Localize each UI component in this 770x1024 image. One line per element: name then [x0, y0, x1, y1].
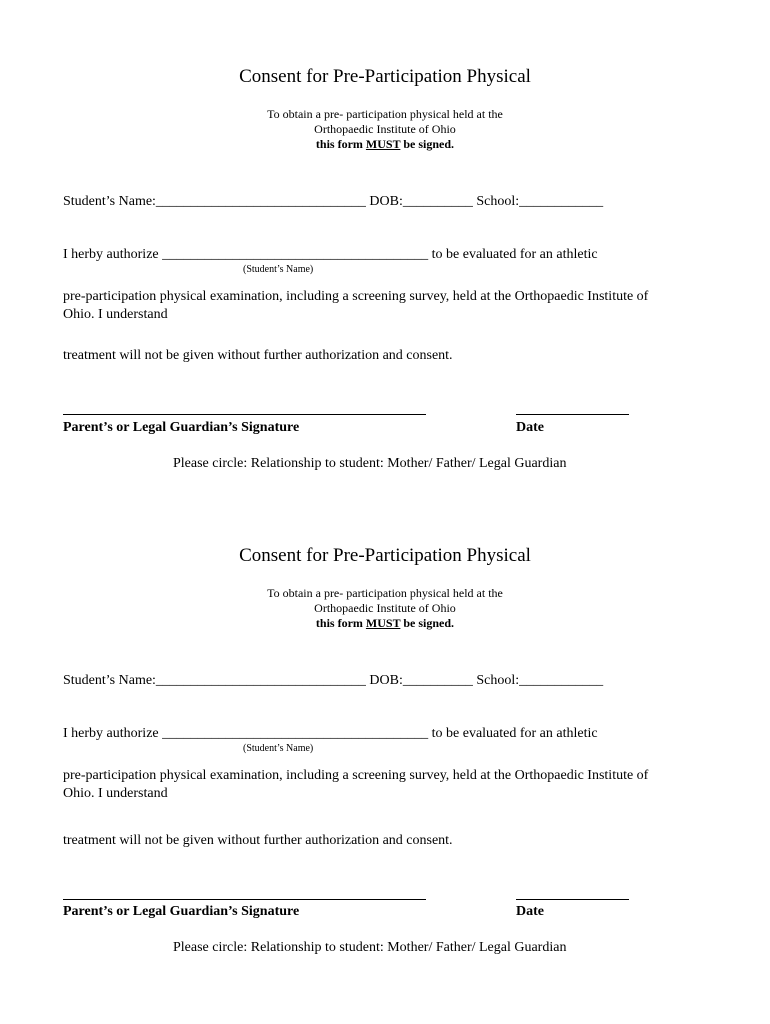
consent-form-2	[0, 479, 770, 979]
treatment-line: treatment will not be given without further authorization and consent.	[63, 348, 453, 363]
intro-prefix: this form	[315, 137, 366, 151]
relationship-line[interactable]: Please circle: Relationship to student: Mother/ Father/ Legal Guardian	[173, 456, 567, 471]
date-field[interactable]	[516, 899, 629, 900]
form-intro-line-1: To obtain a pre- participation physical held at the	[267, 586, 503, 600]
signature-label: Parent’s or Legal Guardian’s Signature	[63, 420, 300, 435]
intro-suffix: be signed.	[400, 616, 455, 630]
signature-label: Parent’s or Legal Guardian’s Signature	[63, 904, 300, 919]
exam-description-line-2: Ohio. I understand	[63, 307, 168, 322]
form-title: Consent for Pre-Participation Physical	[239, 545, 531, 566]
form-intro-line-3	[0, 137, 770, 152]
signature-field[interactable]	[63, 414, 426, 415]
student-info-line[interactable]: Student’s Name:______________________________ DOB:__________ School:____________	[63, 673, 604, 688]
authorize-line[interactable]: I herby authorize ______________________________________ to be evaluated for an athletic	[63, 247, 598, 262]
consent-form-1	[0, 0, 770, 500]
form-title: Consent for Pre-Participation Physical	[239, 66, 531, 87]
form-intro-line-3	[0, 616, 770, 631]
student-name-caption: (Student’s Name)	[243, 264, 314, 275]
intro-emphasis: MUST	[365, 616, 401, 630]
authorize-line[interactable]: I herby authorize ______________________________________ to be evaluated for an athletic	[63, 726, 598, 741]
date-label: Date	[516, 420, 544, 435]
date-field[interactable]	[516, 414, 629, 415]
exam-description-line-2: Ohio. I understand	[63, 786, 168, 801]
form-intro-line-2: Orthopaedic Institute of Ohio	[314, 601, 456, 615]
intro-emphasis: MUST	[365, 137, 401, 151]
relationship-line[interactable]: Please circle: Relationship to student: Mother/ Father/ Legal Guardian	[173, 940, 567, 955]
exam-description-line-1: pre-participation physical examination, including a screening survey, held at the Orthopaedic Institute of	[63, 768, 649, 783]
intro-prefix: this form	[315, 616, 366, 630]
signature-field[interactable]	[63, 899, 426, 900]
student-name-caption: (Student’s Name)	[243, 743, 314, 754]
form-intro-line-2: Orthopaedic Institute of Ohio	[314, 122, 456, 136]
treatment-line: treatment will not be given without further authorization and consent.	[63, 833, 453, 848]
exam-description-line-1: pre-participation physical examination, including a screening survey, held at the Orthopaedic Institute of	[63, 289, 649, 304]
form-intro-line-1: To obtain a pre- participation physical held at the	[267, 107, 503, 121]
intro-suffix: be signed.	[400, 137, 455, 151]
date-label: Date	[516, 904, 544, 919]
student-info-line[interactable]: Student’s Name:______________________________ DOB:__________ School:____________	[63, 194, 604, 209]
